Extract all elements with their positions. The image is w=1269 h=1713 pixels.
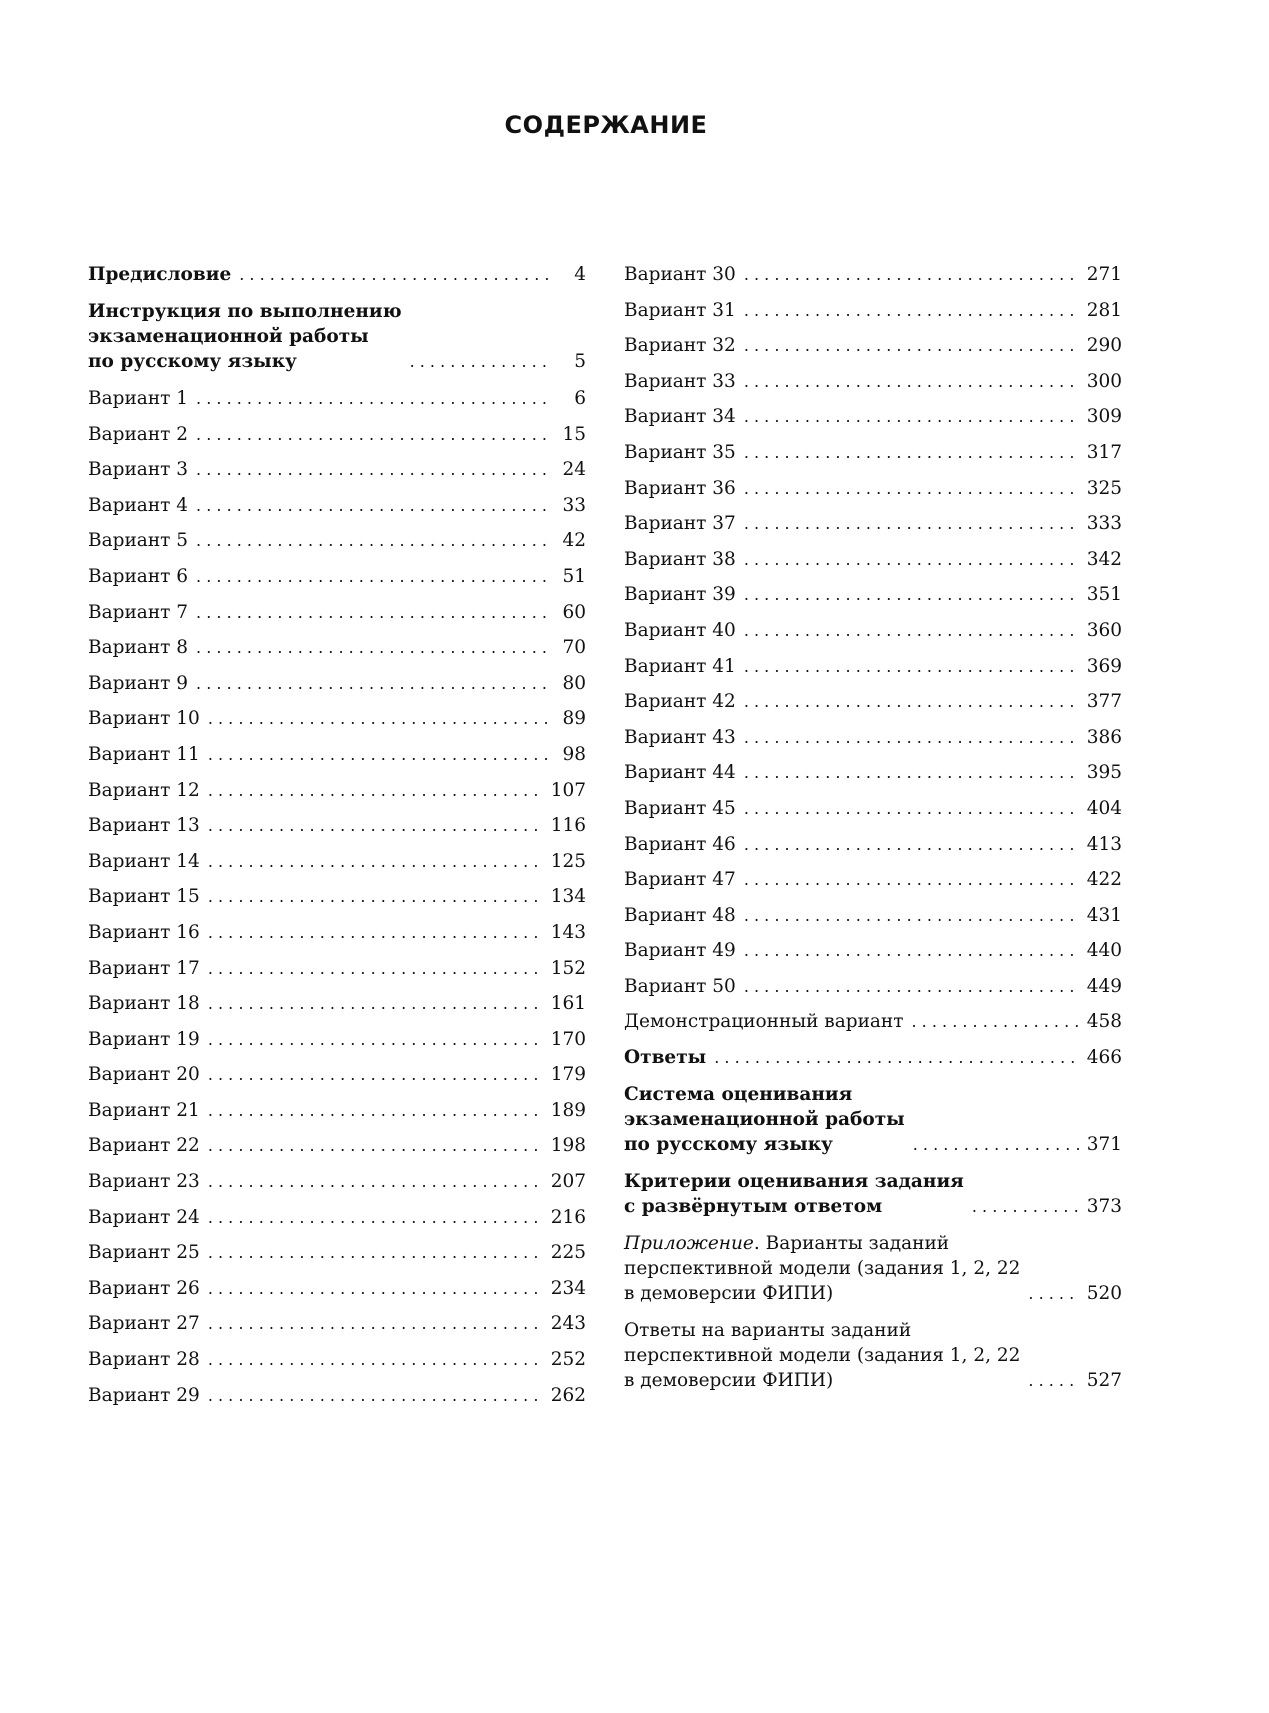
toc-entry-label: Вариант 12	[88, 779, 200, 801]
toc-entry-page: 5	[574, 351, 586, 372]
toc-entry	[88, 635, 586, 660]
toc-entry-label: Вариант 20	[88, 1064, 200, 1086]
toc-entry-page: 207	[550, 1171, 586, 1193]
toc-entry-page: 125	[550, 850, 586, 872]
toc-entry-label: Вариант 46	[624, 833, 736, 855]
toc-entry-label: Демонстрационный вариант	[624, 1011, 904, 1033]
toc-entry-page: 466	[1086, 1047, 1122, 1069]
toc-entry	[624, 511, 1122, 536]
toc-entry-label: Вариант 9	[88, 672, 189, 694]
dot-leader	[208, 1169, 543, 1194]
toc-entry-label: Вариант 22	[88, 1135, 200, 1157]
toc-entry-page: 422	[1086, 869, 1122, 891]
toc-entry-label: Вариант 44	[624, 762, 736, 784]
dot-leader	[1028, 1368, 1078, 1393]
toc-entry-label: Вариант 24	[88, 1206, 200, 1228]
toc-entry-label: Вариант 8	[88, 637, 189, 659]
toc-entry-label: Критерии оценивания задания с развёрнутым ответом	[624, 1171, 964, 1218]
toc-entry-label: Вариант 14	[88, 850, 200, 872]
dot-leader	[912, 1009, 1079, 1034]
toc-entry-page: 431	[1086, 904, 1122, 926]
toc-entry-label: Вариант 32	[624, 335, 736, 357]
dot-leader	[208, 778, 543, 803]
toc-entry	[88, 299, 586, 374]
toc-entry-page: 404	[1086, 797, 1122, 819]
toc-entry-label: Вариант 15	[88, 886, 200, 908]
dot-leader	[196, 635, 548, 660]
toc-entry-label: Вариант 11	[88, 743, 200, 765]
toc-entry-page: 80	[562, 672, 586, 694]
toc-entry-label: Вариант 21	[88, 1099, 200, 1121]
toc-entry	[88, 422, 586, 447]
toc-entry-page: 170	[550, 1028, 586, 1050]
toc-entry-label: Вариант 42	[624, 691, 736, 713]
toc-entry-label: Вариант 31	[624, 299, 736, 321]
dot-leader	[208, 884, 543, 909]
toc-entry	[88, 1062, 586, 1087]
toc-entry	[88, 1347, 586, 1372]
toc-entry-label: Вариант 40	[624, 619, 736, 641]
toc-entry-page: 152	[550, 957, 586, 979]
toc-entry	[624, 582, 1122, 607]
dot-leader	[208, 1205, 543, 1230]
toc-entry-page: 60	[562, 601, 586, 623]
toc-entry	[624, 440, 1122, 465]
page-title: СОДЕРЖАНИЕ	[504, 111, 708, 139]
dot-leader	[196, 493, 548, 518]
dot-leader	[972, 1194, 1079, 1219]
toc-entry-label: Вариант 1	[88, 388, 189, 409]
toc-entry	[88, 386, 586, 411]
toc-entry-page: 309	[1086, 406, 1122, 428]
toc-entry-label: Вариант 7	[88, 601, 189, 623]
toc-entry	[88, 956, 586, 981]
toc-entry-page: 271	[1086, 264, 1122, 285]
dot-leader	[744, 547, 1079, 572]
toc-entry-page: 395	[1086, 762, 1122, 784]
toc-entry-page: 143	[550, 921, 586, 943]
dot-leader	[208, 742, 548, 767]
dot-leader	[714, 1045, 1078, 1070]
dot-leader	[208, 1276, 543, 1301]
toc-entry-page: 225	[550, 1242, 586, 1264]
dot-leader	[196, 671, 548, 696]
dot-leader	[744, 582, 1079, 607]
toc-entry	[88, 493, 586, 518]
toc-entry	[88, 920, 586, 945]
toc-entry-page: 369	[1086, 655, 1122, 677]
toc-entry-label: Инструкция по выполнению экзаменационной работы по русскому языку	[88, 301, 402, 372]
toc-entry-page: 15	[562, 423, 586, 445]
dot-leader	[744, 725, 1079, 750]
toc-entry	[88, 849, 586, 874]
dot-leader	[744, 903, 1079, 928]
toc-entry-label-italic: Приложение	[624, 1233, 754, 1255]
dot-leader	[744, 654, 1079, 679]
dot-leader	[208, 1027, 543, 1052]
dot-leader	[208, 991, 543, 1016]
dot-leader	[744, 974, 1079, 999]
toc-entry-page: 360	[1086, 619, 1122, 641]
toc-entry-page: 262	[550, 1384, 586, 1406]
toc-entry-label: Вариант 19	[88, 1028, 200, 1050]
toc-entry	[624, 1045, 1122, 1070]
toc-entry	[88, 778, 586, 803]
dot-leader	[208, 706, 548, 731]
toc-entry	[624, 867, 1122, 892]
toc-entry	[624, 1231, 1122, 1306]
toc-entry	[624, 369, 1122, 394]
toc-entry	[88, 1027, 586, 1052]
dot-leader	[744, 689, 1079, 714]
dot-leader	[744, 404, 1079, 429]
toc-entry-page: 161	[550, 993, 586, 1015]
toc-entry-page: 413	[1086, 833, 1122, 855]
toc-entry-label: Система оценивания экзаменационной работы по русскому языку	[624, 1084, 905, 1156]
toc-entry-page: 51	[562, 565, 586, 587]
dot-leader	[196, 564, 548, 589]
toc-entry-page: 107	[550, 779, 586, 801]
toc-entry	[88, 1205, 586, 1230]
toc-entry-label: Вариант 33	[624, 370, 736, 392]
toc-entry	[624, 298, 1122, 323]
toc-entry	[88, 1276, 586, 1301]
toc-entry	[624, 654, 1122, 679]
toc-entry	[88, 1098, 586, 1123]
toc-entry	[624, 1082, 1122, 1157]
toc-entry	[88, 884, 586, 909]
toc-left-column	[88, 262, 586, 1418]
dot-leader	[208, 1133, 543, 1158]
toc-entry-page: 290	[1086, 335, 1122, 357]
dot-leader	[239, 262, 548, 287]
toc-entry-page: 24	[562, 459, 586, 481]
toc-entry	[88, 1169, 586, 1194]
toc-entry-page: 89	[562, 708, 586, 730]
toc-entry-page: 98	[562, 743, 586, 765]
dot-leader	[744, 440, 1079, 465]
toc-entry-label	[624, 1231, 1020, 1306]
toc-entry-label: Вариант 10	[88, 708, 200, 730]
toc-entry-page: 189	[550, 1099, 586, 1121]
toc-entry-page: 33	[562, 494, 586, 516]
dot-leader	[744, 867, 1079, 892]
toc-entry	[88, 706, 586, 731]
toc-entry	[624, 796, 1122, 821]
dot-leader	[744, 796, 1079, 821]
toc-entry-page: 4	[574, 264, 586, 285]
toc-entry-page: 449	[1086, 975, 1122, 997]
toc-entry-label: Вариант 17	[88, 957, 200, 979]
toc-entry-page: 520	[1086, 1283, 1122, 1305]
toc-entry-label: Ответы	[624, 1047, 707, 1069]
dot-leader	[208, 1383, 543, 1408]
toc-entry-label: Вариант 29	[88, 1384, 200, 1406]
dot-leader	[410, 349, 548, 374]
dot-leader	[744, 262, 1079, 287]
toc-entry-label: Вариант 45	[624, 797, 736, 819]
toc-entry-label: Вариант 34	[624, 406, 736, 428]
toc-entry	[624, 1318, 1122, 1393]
dot-leader	[196, 528, 548, 553]
toc-entry-label: Предисловие	[88, 264, 232, 285]
toc-entry-page: 70	[562, 637, 586, 659]
toc-entry-page: 342	[1086, 548, 1122, 570]
toc-entry	[624, 1169, 1122, 1219]
toc-entry-label: Вариант 26	[88, 1277, 200, 1299]
toc-entry-page: 179	[550, 1064, 586, 1086]
toc-entry-label: Вариант 35	[624, 441, 736, 463]
toc-entry-label: Вариант 37	[624, 513, 736, 535]
dot-leader	[196, 422, 548, 447]
dot-leader	[196, 386, 548, 411]
toc-entry-label: Вариант 39	[624, 584, 736, 606]
dot-leader	[1028, 1281, 1078, 1306]
toc-entry-label: Вариант 5	[88, 530, 189, 552]
toc-entry	[88, 742, 586, 767]
toc-entry-label: Вариант 50	[624, 975, 736, 997]
dot-leader	[744, 760, 1079, 785]
toc-entry-label: Вариант 48	[624, 904, 736, 926]
toc-entry-page: 371	[1086, 1134, 1122, 1156]
toc-entry	[624, 404, 1122, 429]
dot-leader	[196, 600, 548, 625]
toc-entry-page: 333	[1086, 513, 1122, 535]
dot-leader	[744, 298, 1079, 323]
dot-leader	[208, 813, 543, 838]
dot-leader	[196, 457, 548, 482]
toc-entry-label: Вариант 47	[624, 869, 736, 891]
toc-entry-label: Вариант 27	[88, 1313, 200, 1335]
toc-entry-page: 42	[562, 530, 586, 552]
dot-leader	[744, 511, 1079, 536]
toc-entry	[624, 618, 1122, 643]
toc-entry-label: Вариант 30	[624, 264, 736, 285]
toc-entry	[88, 600, 586, 625]
toc-entry	[624, 262, 1122, 287]
toc-entry-label: Вариант 49	[624, 940, 736, 962]
toc-entry-label: Вариант 2	[88, 423, 189, 445]
toc-entry-label: Вариант 16	[88, 921, 200, 943]
dot-leader	[208, 1347, 543, 1372]
dot-leader	[913, 1132, 1079, 1157]
toc-entry-page: 351	[1086, 584, 1122, 606]
toc-entry-page: 134	[550, 886, 586, 908]
dot-leader	[208, 1311, 543, 1336]
dot-leader	[744, 476, 1079, 501]
toc-entry-label: Вариант 38	[624, 548, 736, 570]
dot-leader	[744, 369, 1079, 394]
toc-entry	[624, 832, 1122, 857]
toc-entry-page: 373	[1086, 1196, 1122, 1218]
toc-entry-page: 458	[1086, 1011, 1122, 1033]
toc-entry	[624, 689, 1122, 714]
dot-leader	[208, 849, 543, 874]
toc-entry-page: 243	[550, 1313, 586, 1335]
toc-entry	[88, 457, 586, 482]
toc-entry	[88, 1383, 586, 1408]
toc-entry-page: 300	[1086, 370, 1122, 392]
toc-entry-label: Вариант 23	[88, 1171, 200, 1193]
toc-right-column	[624, 262, 1122, 1405]
toc-entry-label: Вариант 3	[88, 459, 189, 481]
toc-entry	[88, 991, 586, 1016]
toc-entry-page: 234	[550, 1277, 586, 1299]
toc-entry-page: 281	[1086, 299, 1122, 321]
toc-entry-page: 317	[1086, 441, 1122, 463]
toc-entry	[624, 476, 1122, 501]
toc-entry-page: 116	[550, 815, 586, 837]
toc-entry	[88, 1311, 586, 1336]
toc-entry-page: 527	[1086, 1370, 1122, 1392]
toc-entry-page: 377	[1086, 691, 1122, 713]
dot-leader	[208, 1062, 543, 1087]
toc-entry	[624, 760, 1122, 785]
toc-entry-label: Вариант 13	[88, 815, 200, 837]
toc-entry-label: Вариант 43	[624, 726, 736, 748]
dot-leader	[208, 1240, 543, 1265]
toc-entry-page: 325	[1086, 477, 1122, 499]
toc-entry-label: Вариант 36	[624, 477, 736, 499]
toc-entry-label: Вариант 18	[88, 993, 200, 1015]
toc-entry	[624, 1009, 1122, 1034]
toc-entry-label: Вариант 28	[88, 1349, 200, 1371]
toc-entry-label-rest: . Варианты заданий перспективной модели (задания 1, 2, 22 в демоверсии ФИПИ)	[624, 1233, 1021, 1305]
toc-entry	[624, 938, 1122, 963]
toc-entry	[88, 671, 586, 696]
dot-leader	[208, 956, 543, 981]
dot-leader	[744, 618, 1079, 643]
dot-leader	[208, 1098, 543, 1123]
dot-leader	[208, 920, 543, 945]
toc-entry	[624, 547, 1122, 572]
toc-entry	[88, 813, 586, 838]
toc-entry-label: Вариант 4	[88, 494, 189, 516]
toc-entry	[88, 262, 586, 287]
toc-entry-page: 440	[1086, 940, 1122, 962]
toc-entry-label: Вариант 6	[88, 565, 189, 587]
dot-leader	[744, 938, 1079, 963]
toc-entry	[88, 564, 586, 589]
toc-entry	[624, 903, 1122, 928]
toc-entry-page: 198	[550, 1135, 586, 1157]
toc-entry	[624, 333, 1122, 358]
dot-leader	[744, 333, 1079, 358]
toc-entry-label: Ответы на варианты заданий перспективной модели (задания 1, 2, 22 в демоверсии ФИПИ)	[624, 1320, 1021, 1392]
toc-entry-page: 216	[550, 1206, 586, 1228]
toc-entry-page: 386	[1086, 726, 1122, 748]
toc-entry-page: 6	[574, 388, 586, 409]
toc-entry	[624, 974, 1122, 999]
toc-entry	[624, 725, 1122, 750]
toc-entry-label: Вариант 41	[624, 655, 736, 677]
dot-leader	[744, 832, 1079, 857]
toc-entry	[88, 528, 586, 553]
toc-entry	[88, 1133, 586, 1158]
toc-entry-page: 252	[550, 1349, 586, 1371]
toc-entry	[88, 1240, 586, 1265]
toc-entry-label: Вариант 25	[88, 1242, 200, 1264]
